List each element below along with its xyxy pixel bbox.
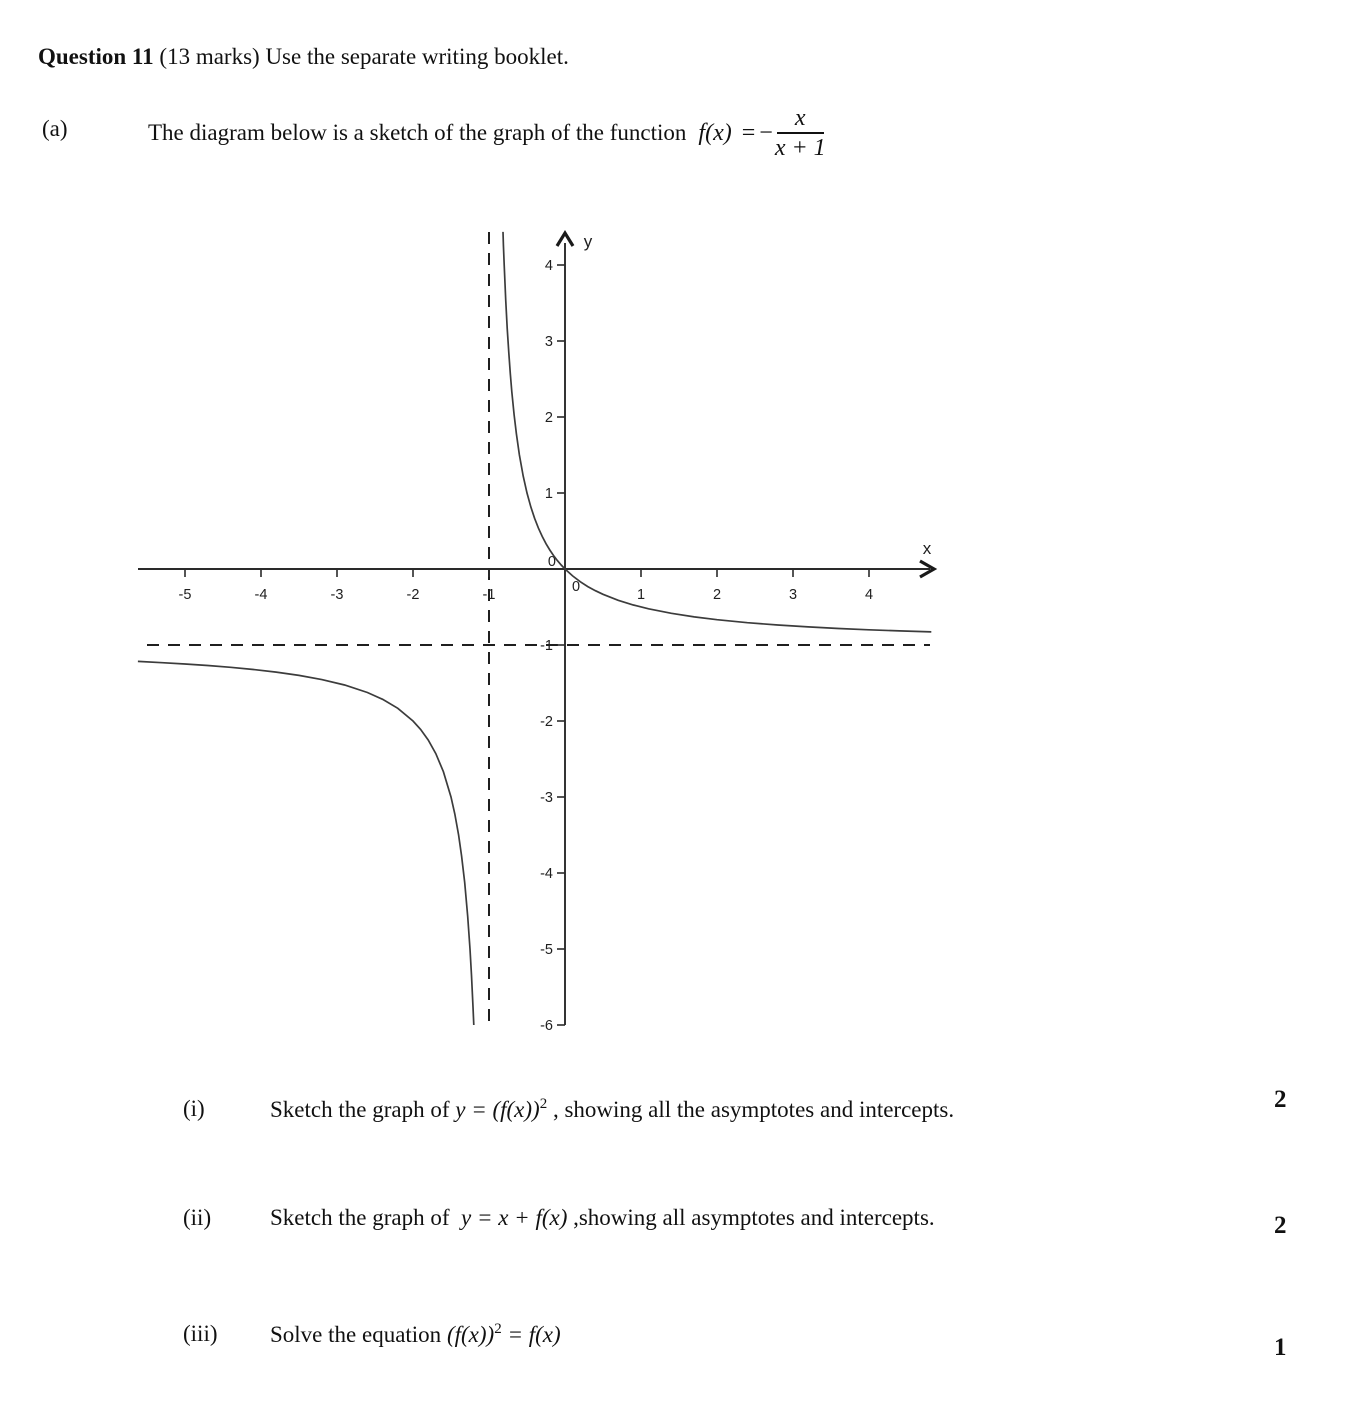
y-tick-label: -6 — [540, 1018, 553, 1034]
x-tick-label: -3 — [330, 587, 344, 603]
fraction-denominator: x + 1 — [774, 135, 826, 161]
text-segment-math: y = x + f(x) — [460, 1205, 568, 1230]
x-tick-label: 2 — [712, 587, 722, 603]
question-number: Question 11 — [38, 44, 154, 69]
curve-lower-left-branch — [138, 661, 474, 1025]
subquestion-i-text — [270, 1096, 954, 1123]
subquestion-ii-label: (ii) — [183, 1205, 212, 1230]
y-origin-label: 0 — [547, 554, 556, 570]
formula-fraction — [775, 105, 826, 162]
text-segment-math: (f(x)) — [446, 1322, 495, 1347]
x-tick-label: -1 — [482, 587, 496, 603]
marks-subquestion-i: 2 — [1274, 1086, 1287, 1113]
part-a-sentence — [148, 93, 826, 173]
x-tick-label: -2 — [406, 587, 420, 603]
x-origin-label: 0 — [572, 579, 581, 595]
x-tick-label: 1 — [636, 587, 646, 603]
marks-subquestion-ii: 2 — [1274, 1212, 1287, 1239]
question-header-rest: (13 marks) Use the separate writing booklet. — [153, 44, 569, 69]
formula-minus-sign: − — [759, 119, 773, 146]
x-tick-label: -4 — [254, 587, 268, 603]
text-segment-plain: Sketch the graph of — [270, 1097, 456, 1122]
y-tick-label: 3 — [544, 334, 553, 350]
x-axis-label: x — [922, 539, 932, 558]
question-header — [38, 44, 569, 70]
text-segment-math: = f(x) — [501, 1322, 561, 1347]
x-tick-label: 3 — [788, 587, 798, 603]
text-segment-plain: Solve the equation — [270, 1322, 447, 1347]
subquestion-iii-label: (iii) — [183, 1321, 218, 1346]
y-tick-label: -4 — [540, 866, 553, 882]
subquestion-i-label: (i) — [183, 1096, 205, 1121]
function-graph — [130, 225, 955, 1040]
fraction-numerator: x — [777, 105, 824, 134]
marks-subquestion-iii: 1 — [1274, 1334, 1287, 1361]
text-segment-plain: , showing all the asymptotes and intercepts. — [547, 1097, 955, 1122]
text-segment-sup: 2 — [539, 1096, 548, 1112]
subquestion-iii-text — [270, 1321, 561, 1348]
function-definition-formula — [698, 105, 825, 162]
y-tick-label: -2 — [540, 714, 553, 730]
formula-equals: = — [741, 119, 756, 146]
formula-lhs: f(x) — [698, 119, 732, 146]
y-tick-label: 4 — [544, 258, 553, 274]
y-axis-label: y — [583, 232, 593, 251]
text-segment-plain: Sketch the graph of — [270, 1205, 461, 1230]
x-tick-label: 4 — [864, 587, 874, 603]
y-tick-label: 1 — [544, 486, 553, 502]
text-segment-sup: 2 — [494, 1321, 502, 1337]
y-tick-label: -3 — [540, 790, 553, 806]
function-graph-area — [130, 225, 955, 1040]
part-a-label: (a) — [42, 116, 68, 141]
y-tick-label: -5 — [540, 942, 553, 958]
text-segment-math: y = (f(x)) — [455, 1097, 540, 1122]
part-a-text: The diagram below is a sketch of the graph of the function — [148, 120, 687, 145]
subquestion-ii-text — [270, 1205, 935, 1231]
text-segment-plain: ,showing all asymptotes and intercepts. — [567, 1205, 935, 1230]
y-tick-label: -1 — [540, 638, 553, 654]
y-tick-label: 2 — [544, 410, 553, 426]
x-tick-label: -5 — [178, 587, 192, 603]
